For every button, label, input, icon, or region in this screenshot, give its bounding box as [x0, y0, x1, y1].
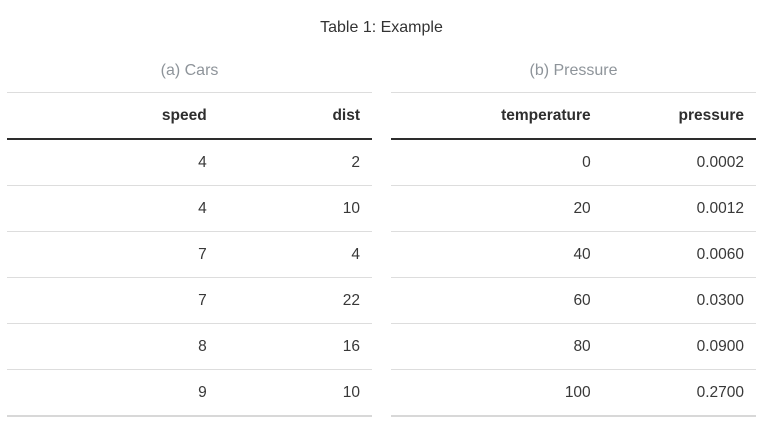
- table-row: [391, 186, 756, 232]
- header-row-cars: [7, 93, 372, 140]
- table-cell: 4: [219, 232, 372, 278]
- table-cell: 7: [7, 278, 219, 324]
- table-row: [391, 139, 756, 186]
- table-cell: 10: [219, 370, 372, 417]
- table-cell: 80: [391, 324, 603, 370]
- table-cell: 20: [391, 186, 603, 232]
- table-cell: 0.0900: [603, 324, 756, 370]
- table-cell: 0: [391, 139, 603, 186]
- table-cell: 40: [391, 232, 603, 278]
- table-cell: 0.0002: [603, 139, 756, 186]
- table-caption-pressure: (b) Pressure: [529, 62, 618, 79]
- table-row: [7, 278, 372, 324]
- column-header-pressure: pressure: [603, 93, 756, 140]
- column-header-dist: dist: [219, 93, 372, 140]
- table-cell: 2: [219, 139, 372, 186]
- table-row: [7, 370, 372, 417]
- table-row: [391, 278, 756, 324]
- table-cell: 10: [219, 186, 372, 232]
- header-row-pressure: [391, 93, 756, 140]
- table-cell: 100: [391, 370, 603, 417]
- table-cell: 0.0300: [603, 278, 756, 324]
- table-cell: 9: [7, 370, 219, 417]
- table-title: Table 1: Example: [320, 19, 443, 36]
- table-panel-cars: [7, 60, 372, 417]
- table-cell: 8: [7, 324, 219, 370]
- table-row: [7, 139, 372, 186]
- table-cell: 0.0012: [603, 186, 756, 232]
- table-row: [7, 324, 372, 370]
- table-panels: [7, 60, 756, 417]
- table-cell: 0.2700: [603, 370, 756, 417]
- table-panel-pressure: [391, 60, 756, 417]
- table-row: [391, 370, 756, 417]
- table-row: [7, 232, 372, 278]
- table-cell: 0.0060: [603, 232, 756, 278]
- table-row: [7, 186, 372, 232]
- column-header-speed: speed: [7, 93, 219, 140]
- table-row: [391, 324, 756, 370]
- table-cell: 16: [219, 324, 372, 370]
- table-cell: 60: [391, 278, 603, 324]
- data-table-cars: [7, 92, 372, 417]
- table-cell: 7: [7, 232, 219, 278]
- table-caption-cars: (a) Cars: [160, 62, 219, 79]
- table-cell: 4: [7, 139, 219, 186]
- table-cell: 22: [219, 278, 372, 324]
- data-table-pressure: [391, 92, 756, 417]
- table-cell: 4: [7, 186, 219, 232]
- column-header-temperature: temperature: [391, 93, 603, 140]
- table-row: [391, 232, 756, 278]
